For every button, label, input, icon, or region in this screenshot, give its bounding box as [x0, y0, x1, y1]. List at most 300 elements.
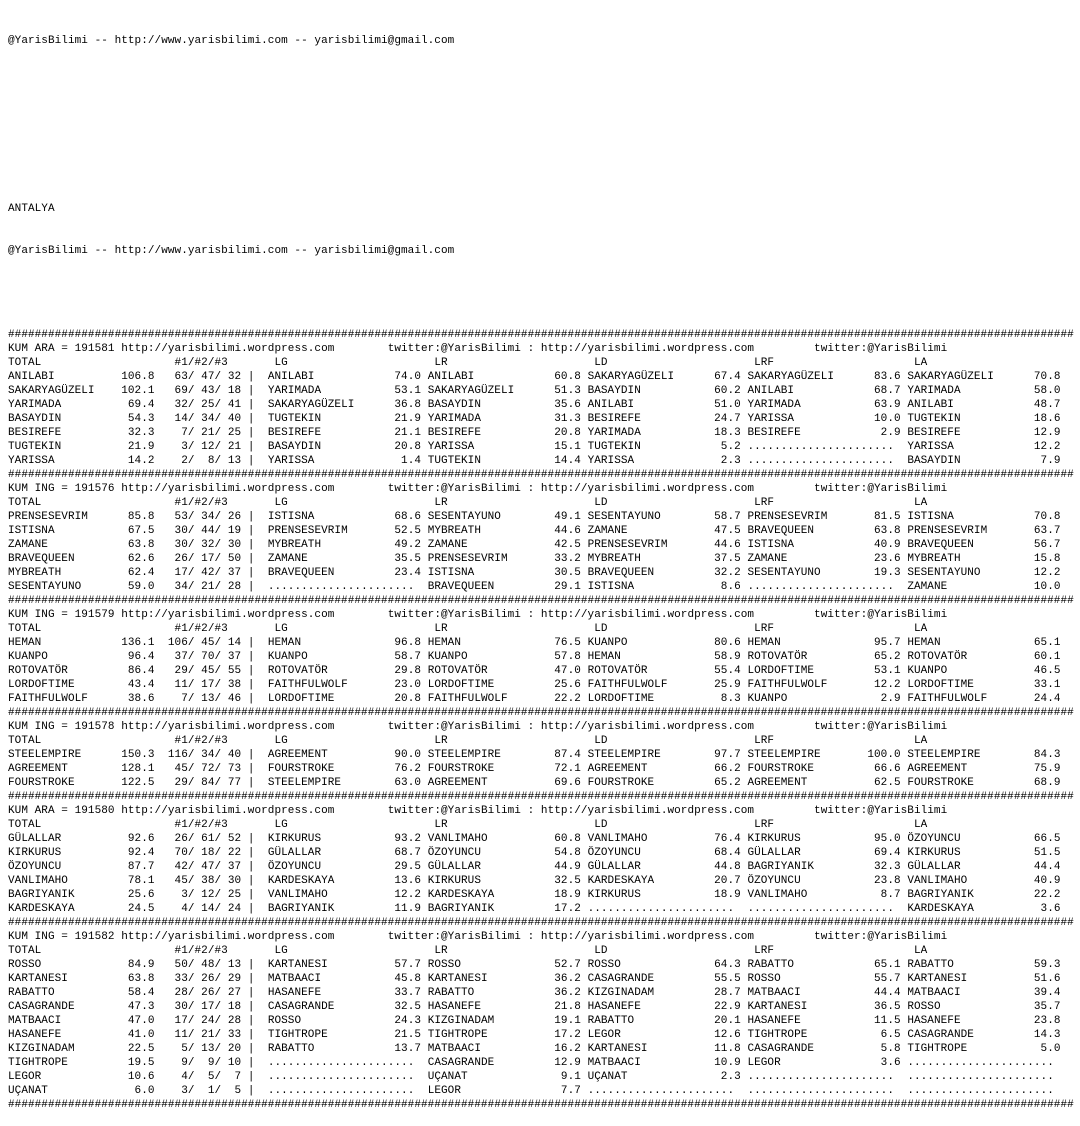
stats-row — [8, 748, 1080, 762]
ld-horse-name: BASAYDIN — [587, 385, 708, 397]
lrf-horse-name: PRENSESEVRIM — [747, 511, 868, 523]
section-title-row — [8, 482, 1080, 496]
twitter-handle: twitter:@YarisBilimi — [814, 483, 948, 495]
lr-points: 17.2 — [547, 903, 588, 915]
stats-row — [8, 1070, 1080, 1084]
col-header-lr: LR — [434, 497, 595, 509]
lrf-horse-name: KARTANESI — [747, 1001, 868, 1013]
lr-points: 44.6 — [547, 525, 588, 537]
column-divider: | — [241, 889, 268, 901]
la-points: 23.8 — [1027, 1015, 1068, 1027]
lg-horse-name: HEMAN — [267, 637, 388, 649]
place-counts: 17/ 24/ 28 — [154, 1015, 242, 1027]
ld-points: 10.9 — [707, 1057, 748, 1069]
lg-horse-name: STEELEMPIRE — [267, 777, 388, 789]
wordpress-url: http://yarisbilimi.wordpress.com — [540, 721, 815, 733]
la-points: 3.6 — [1027, 903, 1068, 915]
lg-empty-dots: ...................... — [267, 1057, 428, 1069]
la-points: 84.3 — [1027, 749, 1068, 761]
blank-line — [8, 286, 1080, 300]
total-points: 6.0 — [114, 1085, 155, 1097]
lr-points: 49.1 — [547, 511, 588, 523]
lg-points: 74.0 — [387, 371, 428, 383]
total-points: 92.4 — [114, 847, 155, 859]
total-points: 78.1 — [114, 875, 155, 887]
section-title-row — [8, 342, 1080, 356]
lr-horse-name: ROTOVATÖR — [427, 665, 548, 677]
stats-row — [8, 580, 1080, 594]
horse-name: STEELEMPIRE — [8, 749, 115, 761]
lr-points: 42.5 — [547, 539, 588, 551]
lr-points: 30.5 — [547, 567, 588, 579]
lrf-points: 2.9 — [867, 427, 908, 439]
lr-horse-name: PRENSESEVRIM — [427, 553, 548, 565]
stats-row — [8, 650, 1080, 664]
stats-row — [8, 762, 1080, 776]
place-counts: 29/ 84/ 77 — [154, 777, 242, 789]
column-divider: | — [241, 959, 268, 971]
ld-points: 80.6 — [707, 637, 748, 649]
la-horse-name: ZAMANE — [907, 581, 1028, 593]
lr-horse-name: LEGOR — [427, 1085, 548, 1097]
lg-horse-name: TUGTEKIN — [267, 413, 388, 425]
total-points: 10.6 — [114, 1071, 155, 1083]
col-header-lg: LG — [274, 623, 435, 635]
lr-horse-name: HEMAN — [427, 637, 548, 649]
la-points: 66.5 — [1027, 833, 1068, 845]
total-points: 22.5 — [114, 1043, 155, 1055]
la-horse-name: BESIREFE — [907, 427, 1028, 439]
ld-horse-name: LEGOR — [587, 1029, 708, 1041]
lg-points: 24.3 — [387, 1015, 428, 1027]
horse-name: YARISSA — [8, 455, 115, 467]
la-points: 40.9 — [1027, 875, 1068, 887]
lrf-points: 81.5 — [867, 511, 908, 523]
lrf-points: 23.8 — [867, 875, 908, 887]
section-title-row — [8, 608, 1080, 622]
ld-horse-name: GÜLALLAR — [587, 861, 708, 873]
col-header-places: #1/#2/#3 — [174, 735, 275, 747]
lr-points: 69.6 — [547, 777, 588, 789]
horse-name: BAGRIYANIK — [8, 889, 115, 901]
la-horse-name: GÜLALLAR — [907, 861, 1028, 873]
wordpress-url: http://yarisbilimi.wordpress.com — [540, 805, 815, 817]
col-header-ld: LD — [594, 945, 755, 957]
total-points: 19.5 — [114, 1057, 155, 1069]
lrf-horse-name: FOURSTROKE — [747, 763, 868, 775]
la-horse-name: BAGRIYANIK — [907, 889, 1028, 901]
horse-name: UÇANAT — [8, 1085, 115, 1097]
column-header-row — [8, 622, 1080, 636]
ld-points: 68.4 — [707, 847, 748, 859]
stats-row — [8, 1000, 1080, 1014]
lg-points: 58.7 — [387, 651, 428, 663]
lrf-empty-dots: ...................... — [747, 455, 908, 467]
horse-name: KIRKURUS — [8, 847, 115, 859]
lg-points: 57.7 — [387, 959, 428, 971]
lr-points: 19.1 — [547, 1015, 588, 1027]
ld-points: 5.2 — [707, 441, 748, 453]
lrf-points: 68.7 — [867, 385, 908, 397]
lg-points: 23.4 — [387, 567, 428, 579]
la-points: 15.8 — [1027, 553, 1068, 565]
ld-horse-name: CASAGRANDE — [587, 973, 708, 985]
lrf-points: 55.7 — [867, 973, 908, 985]
col-header-la: LA — [913, 945, 928, 957]
lr-horse-name: YARISSA — [427, 441, 548, 453]
lrf-horse-name: ROTOVATÖR — [747, 651, 868, 663]
col-header-total: TOTAL — [8, 735, 175, 747]
col-header-la: LA — [913, 819, 928, 831]
lg-horse-name: BRAVEQUEEN — [267, 567, 388, 579]
ld-points: 12.6 — [707, 1029, 748, 1041]
colon-separator: : — [520, 609, 541, 621]
lg-horse-name: ÖZOYUNCU — [267, 861, 388, 873]
lg-horse-name: FOURSTROKE — [267, 763, 388, 775]
lrf-horse-name: BESIREFE — [747, 427, 868, 439]
la-horse-name: TIGHTROPE — [907, 1043, 1028, 1055]
lrf-horse-name: KUANPO — [747, 693, 868, 705]
total-points: 59.0 — [114, 581, 155, 593]
lr-horse-name: ÖZOYUNCU — [427, 847, 548, 859]
stats-row — [8, 874, 1080, 888]
lr-horse-name: AGREEMENT — [427, 777, 548, 789]
place-counts: 4/ 5/ 7 — [154, 1071, 242, 1083]
column-divider: | — [241, 525, 268, 537]
total-points: 58.4 — [114, 987, 155, 999]
col-header-lg: LG — [274, 735, 435, 747]
lr-points: 16.2 — [547, 1043, 588, 1055]
blank-line — [8, 76, 1080, 90]
column-divider: | — [241, 833, 268, 845]
la-points: 56.7 — [1027, 539, 1068, 551]
lrf-horse-name: ROSSO — [747, 973, 868, 985]
col-header-total: TOTAL — [8, 357, 175, 369]
colon-separator: : — [520, 805, 541, 817]
lg-points: 13.7 — [387, 1043, 428, 1055]
sections-container — [8, 328, 1080, 1112]
lr-horse-name: SAKARYAGÜZELI — [427, 385, 548, 397]
ld-points: 65.2 — [707, 777, 748, 789]
column-divider: | — [241, 1001, 268, 1013]
place-counts: 3/ 12/ 21 — [154, 441, 242, 453]
lg-horse-name: BAGRIYANIK — [267, 903, 388, 915]
total-points: 69.4 — [114, 399, 155, 411]
lrf-horse-name: HEMAN — [747, 637, 868, 649]
lr-horse-name: MATBAACI — [427, 1043, 548, 1055]
horse-name: ROSSO — [8, 959, 115, 971]
ld-points: 25.9 — [707, 679, 748, 691]
la-points: 5.0 — [1027, 1043, 1068, 1055]
lrf-horse-name: LEGOR — [747, 1057, 868, 1069]
place-counts: 7/ 13/ 46 — [154, 693, 242, 705]
lr-points: 12.9 — [547, 1057, 588, 1069]
lrf-points: 63.8 — [867, 525, 908, 537]
horse-name: KUANPO — [8, 651, 115, 663]
lr-horse-name: FOURSTROKE — [427, 763, 548, 775]
lr-points: 51.3 — [547, 385, 588, 397]
ld-points: 28.7 — [707, 987, 748, 999]
stats-row — [8, 776, 1080, 790]
place-counts: 45/ 72/ 73 — [154, 763, 242, 775]
total-points: 122.5 — [114, 777, 155, 789]
ld-horse-name: VANLIMAHO — [587, 833, 708, 845]
total-points: 25.6 — [114, 889, 155, 901]
place-counts: 4/ 14/ 24 — [154, 903, 242, 915]
place-counts: 30/ 17/ 18 — [154, 1001, 242, 1013]
la-horse-name: KUANPO — [907, 665, 1028, 677]
stats-row — [8, 440, 1080, 454]
lg-points: 1.4 — [387, 455, 428, 467]
ld-points: 55.4 — [707, 665, 748, 677]
total-points: 84.9 — [114, 959, 155, 971]
place-counts: 5/ 13/ 20 — [154, 1043, 242, 1055]
total-points: 86.4 — [114, 665, 155, 677]
la-points: 48.7 — [1027, 399, 1068, 411]
place-counts: 14/ 34/ 40 — [154, 413, 242, 425]
total-points: 38.6 — [114, 693, 155, 705]
lg-horse-name: YARISSA — [267, 455, 388, 467]
lg-points: 93.2 — [387, 833, 428, 845]
la-points: 60.1 — [1027, 651, 1068, 663]
lr-points: 57.8 — [547, 651, 588, 663]
ld-points: 67.4 — [707, 371, 748, 383]
column-divider: | — [241, 553, 268, 565]
lg-horse-name: ROSSO — [267, 1015, 388, 1027]
horse-name: BASAYDIN — [8, 413, 115, 425]
col-header-ld: LD — [594, 357, 755, 369]
la-points: 12.2 — [1027, 567, 1068, 579]
section-separator: ################################################################################################################################################################ — [8, 595, 1074, 607]
horse-name: YARIMADA — [8, 399, 115, 411]
la-points: 10.0 — [1027, 581, 1068, 593]
twitter-handle: twitter:@YarisBilimi — [814, 805, 948, 817]
la-points: 12.9 — [1027, 427, 1068, 439]
col-header-lrf: LRF — [754, 357, 914, 369]
wordpress-url: http://yarisbilimi.wordpress.com — [540, 483, 815, 495]
lg-horse-name: ZAMANE — [267, 553, 388, 565]
horse-name: FOURSTROKE — [8, 777, 115, 789]
total-points: 102.1 — [114, 385, 155, 397]
place-counts: 63/ 47/ 32 — [154, 371, 242, 383]
column-divider: | — [241, 987, 268, 999]
place-counts: 42/ 47/ 37 — [154, 861, 242, 873]
la-points: 18.6 — [1027, 413, 1068, 425]
la-horse-name: ROTOVATÖR — [907, 651, 1028, 663]
la-horse-name: PRENSESEVRIM — [907, 525, 1028, 537]
column-header-row — [8, 496, 1080, 510]
lrf-horse-name: ANILABI — [747, 385, 868, 397]
lr-horse-name: UÇANAT — [427, 1071, 548, 1083]
horse-name: ZAMANE — [8, 539, 115, 551]
column-divider: | — [241, 847, 268, 859]
lrf-points: 32.3 — [867, 861, 908, 873]
lrf-points: 19.3 — [867, 567, 908, 579]
lr-points: 52.7 — [547, 959, 588, 971]
credit-line: @YarisBilimi -- http://www.yarisbilimi.com -- yarisbilimi@gmail.com — [8, 245, 455, 257]
lrf-horse-name: GÜLALLAR — [747, 847, 868, 859]
lg-points: 29.5 — [387, 861, 428, 873]
ld-points: 20.7 — [707, 875, 748, 887]
total-points: 47.0 — [114, 1015, 155, 1027]
col-header-lr: LR — [434, 623, 595, 635]
lr-points: 9.1 — [547, 1071, 588, 1083]
twitter-handle: twitter:@YarisBilimi — [814, 609, 948, 621]
lrf-horse-name: LORDOFTIME — [747, 665, 868, 677]
lrf-horse-name: SESENTAYUNO — [747, 567, 868, 579]
place-counts: 3/ 12/ 25 — [154, 889, 242, 901]
ld-horse-name: MYBREATH — [587, 553, 708, 565]
ld-horse-name: FAITHFULWOLF — [587, 679, 708, 691]
ld-horse-name: ISTISNA — [587, 581, 708, 593]
ld-points: 66.2 — [707, 763, 748, 775]
ld-horse-name: HASANEFE — [587, 1001, 708, 1013]
column-divider: | — [241, 581, 268, 593]
lg-points: 36.8 — [387, 399, 428, 411]
lg-points: 53.1 — [387, 385, 428, 397]
la-points: 70.8 — [1027, 371, 1068, 383]
column-divider: | — [241, 679, 268, 691]
twitter-handle: twitter:@YarisBilimi — [814, 931, 948, 943]
lr-horse-name: TUGTEKIN — [427, 455, 548, 467]
total-points: 62.6 — [114, 553, 155, 565]
la-horse-name: KARTANESI — [907, 973, 1028, 985]
lr-points: 25.6 — [547, 679, 588, 691]
race-surface-label: KUM ING = 191579 — [8, 609, 122, 621]
lg-horse-name: BESIREFE — [267, 427, 388, 439]
stats-row — [8, 972, 1080, 986]
lg-horse-name: VANLIMAHO — [267, 889, 388, 901]
lrf-points: 44.4 — [867, 987, 908, 999]
la-points: 68.9 — [1027, 777, 1068, 789]
lr-points: 47.0 — [547, 665, 588, 677]
ld-points: 76.4 — [707, 833, 748, 845]
total-points: 96.4 — [114, 651, 155, 663]
ld-points: 18.9 — [707, 889, 748, 901]
column-divider: | — [241, 903, 268, 915]
la-horse-name: HASANEFE — [907, 1015, 1028, 1027]
place-counts: 17/ 42/ 37 — [154, 567, 242, 579]
lg-empty-dots: ...................... — [267, 1085, 428, 1097]
la-horse-name: AGREEMENT — [907, 763, 1028, 775]
total-points: 47.3 — [114, 1001, 155, 1013]
blank-line — [8, 160, 1080, 174]
column-divider: | — [241, 693, 268, 705]
place-counts: 11/ 21/ 33 — [154, 1029, 242, 1041]
section-separator: ################################################################################################################################################################ — [8, 469, 1074, 481]
col-header-lrf: LRF — [754, 735, 914, 747]
ld-points: 58.9 — [707, 651, 748, 663]
twitter-handle: twitter:@YarisBilimi — [387, 931, 521, 943]
lr-points: 36.2 — [547, 973, 588, 985]
ld-horse-name: YARIMADA — [587, 427, 708, 439]
lr-points: 44.9 — [547, 861, 588, 873]
lr-horse-name: KARTANESI — [427, 973, 548, 985]
ld-points: 22.9 — [707, 1001, 748, 1013]
col-header-lr: LR — [434, 357, 595, 369]
lr-horse-name: KIZGINADAM — [427, 1015, 548, 1027]
blank-line — [8, 118, 1080, 132]
total-points: 54.3 — [114, 413, 155, 425]
total-points: 128.1 — [114, 763, 155, 775]
stats-row — [8, 888, 1080, 902]
lrf-points: 53.1 — [867, 665, 908, 677]
stats-row — [8, 412, 1080, 426]
la-horse-name: KARDESKAYA — [907, 903, 1028, 915]
la-points: 59.3 — [1027, 959, 1068, 971]
lrf-horse-name: SAKARYAGÜZELI — [747, 371, 868, 383]
la-empty-dots: ...................... — [907, 1085, 1068, 1097]
lg-horse-name: SAKARYAGÜZELI — [267, 399, 388, 411]
total-points: 106.8 — [114, 371, 155, 383]
total-points: 62.4 — [114, 567, 155, 579]
wordpress-url: http://yarisbilimi.wordpress.com — [121, 805, 388, 817]
stats-row — [8, 384, 1080, 398]
stats-row — [8, 566, 1080, 580]
twitter-handle: twitter:@YarisBilimi — [387, 483, 521, 495]
stats-row — [8, 664, 1080, 678]
column-divider: | — [241, 539, 268, 551]
lg-horse-name: PRENSESEVRIM — [267, 525, 388, 537]
section-separator: ################################################################################################################################################################ — [8, 917, 1074, 929]
lg-points: 90.0 — [387, 749, 428, 761]
colon-separator: : — [520, 931, 541, 943]
ld-horse-name: SESENTAYUNO — [587, 511, 708, 523]
la-points: 35.7 — [1027, 1001, 1068, 1013]
lg-points: 12.2 — [387, 889, 428, 901]
lr-points: 18.9 — [547, 889, 588, 901]
horse-name: BESIREFE — [8, 427, 115, 439]
ld-points: 64.3 — [707, 959, 748, 971]
stats-row — [8, 524, 1080, 538]
section-separator: ################################################################################################################################################################ — [8, 791, 1074, 803]
horse-name: SAKARYAGÜZELI — [8, 385, 115, 397]
lr-horse-name: TIGHTROPE — [427, 1029, 548, 1041]
la-horse-name: MYBREATH — [907, 553, 1028, 565]
lr-points: 21.8 — [547, 1001, 588, 1013]
lr-horse-name: BAGRIYANIK — [427, 903, 548, 915]
race-surface-label: KUM ING = 191578 — [8, 721, 122, 733]
lrf-points: 36.5 — [867, 1001, 908, 1013]
section-title-row — [8, 720, 1080, 734]
city-name: ANTALYA — [8, 203, 55, 215]
la-horse-name: STEELEMPIRE — [907, 749, 1028, 761]
lr-horse-name: MYBREATH — [427, 525, 548, 537]
lr-points: 31.3 — [547, 413, 588, 425]
col-header-lrf: LRF — [754, 945, 914, 957]
place-counts: 33/ 26/ 29 — [154, 973, 242, 985]
column-divider: | — [241, 413, 268, 425]
la-points: 63.7 — [1027, 525, 1068, 537]
lr-points: 76.5 — [547, 637, 588, 649]
total-points: 63.8 — [114, 973, 155, 985]
lr-points: 33.2 — [547, 553, 588, 565]
col-header-total: TOTAL — [8, 497, 175, 509]
lg-points: 21.1 — [387, 427, 428, 439]
stats-row — [8, 846, 1080, 860]
col-header-lrf: LRF — [754, 623, 914, 635]
horse-name: KARDESKAYA — [8, 903, 115, 915]
column-divider: | — [241, 399, 268, 411]
horse-name: LEGOR — [8, 1071, 115, 1083]
lg-horse-name: RABATTO — [267, 1043, 388, 1055]
lrf-points: 62.5 — [867, 777, 908, 789]
horse-name: BRAVEQUEEN — [8, 553, 115, 565]
lr-horse-name: HASANEFE — [427, 1001, 548, 1013]
twitter-handle: twitter:@YarisBilimi — [814, 343, 948, 355]
lg-points: 20.8 — [387, 693, 428, 705]
col-header-la: LA — [913, 623, 928, 635]
